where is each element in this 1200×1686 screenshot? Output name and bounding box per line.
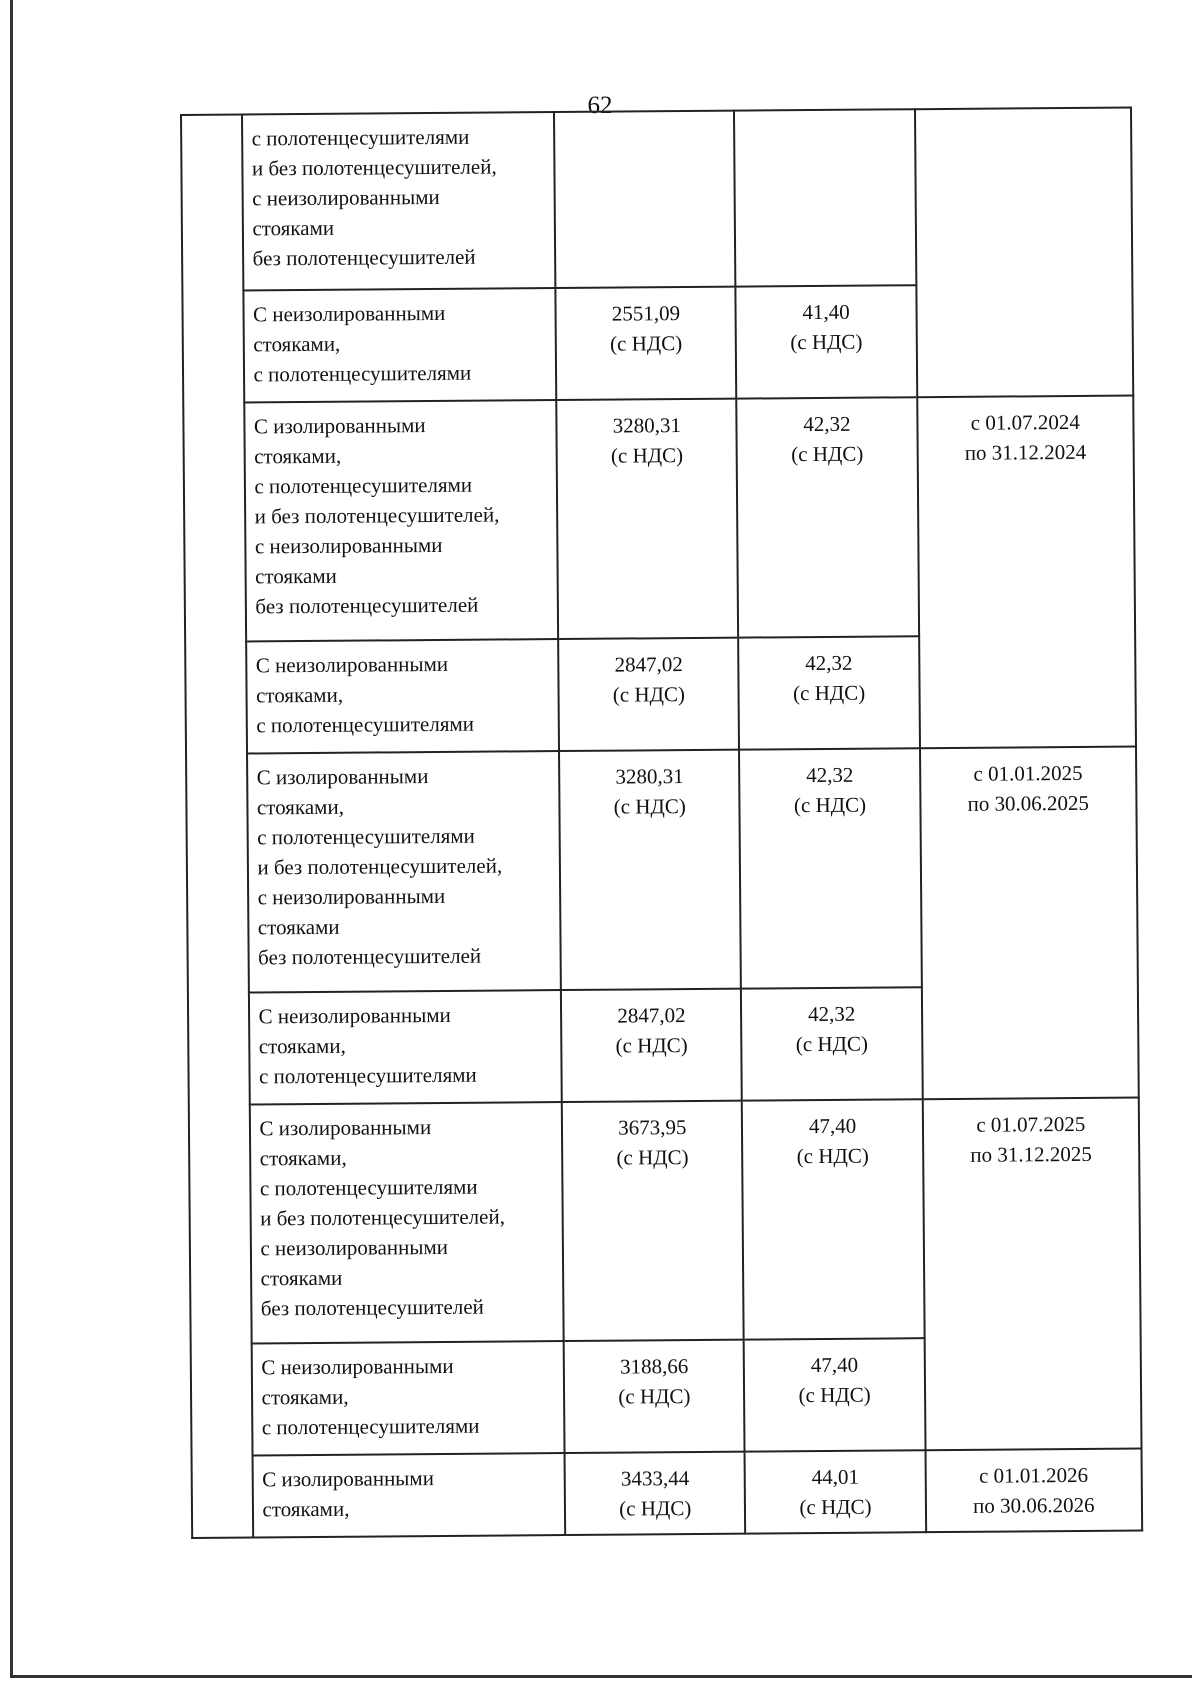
rate-cell (734, 109, 916, 286)
tariff-cell: 3188,66 (с НДС) (564, 1339, 745, 1453)
rate-cell: 42,32 (с НДС) (739, 749, 921, 989)
tariff-cell: 2551,09 (с НДС) (556, 286, 737, 400)
rate-cell: 47,40 (с НДС) (744, 1338, 925, 1452)
row-description: С изолированными стояками, с полотенцесушителями и без полотенцесушителей, с неизолированными стояками без полотенцесушителей (250, 1102, 564, 1343)
rate-cell: 42,32 (с НДС) (737, 398, 919, 638)
table-row (186, 747, 1138, 993)
left-empty-column (181, 115, 254, 1538)
tariff-table (180, 107, 1143, 1539)
page-number: 62 (587, 92, 613, 119)
row-description: С изолированными стояками, с полотенцесушителями и без полотенцесушителей, с неизолированными стояками без полотенцесушителей (245, 400, 559, 641)
tariff-cell: 3280,31 (с НДС) (559, 750, 741, 990)
row-description: С неизолированными стояками, с полотенцесушителями (249, 990, 562, 1105)
table-row (181, 108, 1132, 291)
period-cell (915, 108, 1134, 398)
rate-cell: 44,01 (с НДС) (745, 1451, 926, 1534)
row-description: С неизолированными стояками, с полотенцесушителями (247, 639, 560, 754)
period-cell: с 01.01.2025 по 30.06.2025 (920, 747, 1139, 1100)
row-description: С неизолированными стояками, с полотенцесушителями (252, 1341, 565, 1456)
row-description: С неизолированными стояками, с полотенцесушителями (244, 288, 557, 403)
tariff-cell: 3433,44 (с НДС) (565, 1452, 746, 1535)
tariff-cell (554, 111, 736, 288)
rate-cell: 47,40 (с НДС) (742, 1100, 924, 1340)
tariff-cell: 3673,95 (с НДС) (562, 1101, 744, 1341)
row-description: С изолированными стояками, (253, 1453, 565, 1537)
rate-cell: 42,32 (с НДС) (741, 987, 922, 1101)
period-cell: с 01.07.2025 по 31.12.2025 (922, 1098, 1141, 1451)
table-row (192, 1449, 1143, 1538)
tariff-cell: 3280,31 (с НДС) (556, 399, 738, 639)
row-description: с полотенцесушителями и без полотенцесушителей, с неизолированными стояками без полотенцесушителей (242, 112, 555, 290)
row-description: С изолированными стояками, с полотенцесушителями и без полотенцесушителей, с неизолированными стояками без полотенцесушителей (248, 751, 562, 992)
tariff-cell: 2847,02 (с НДС) (561, 988, 742, 1102)
period-cell: с 01.01.2026 по 30.06.2026 (925, 1449, 1142, 1532)
period-cell: с 01.07.2024 по 31.12.2024 (917, 396, 1136, 749)
table-row (189, 1098, 1141, 1344)
tariff-cell: 2847,02 (с НДС) (558, 637, 739, 751)
rate-cell: 41,40 (с НДС) (736, 285, 917, 399)
rate-cell: 42,32 (с НДС) (739, 636, 920, 750)
table-row (183, 396, 1135, 642)
